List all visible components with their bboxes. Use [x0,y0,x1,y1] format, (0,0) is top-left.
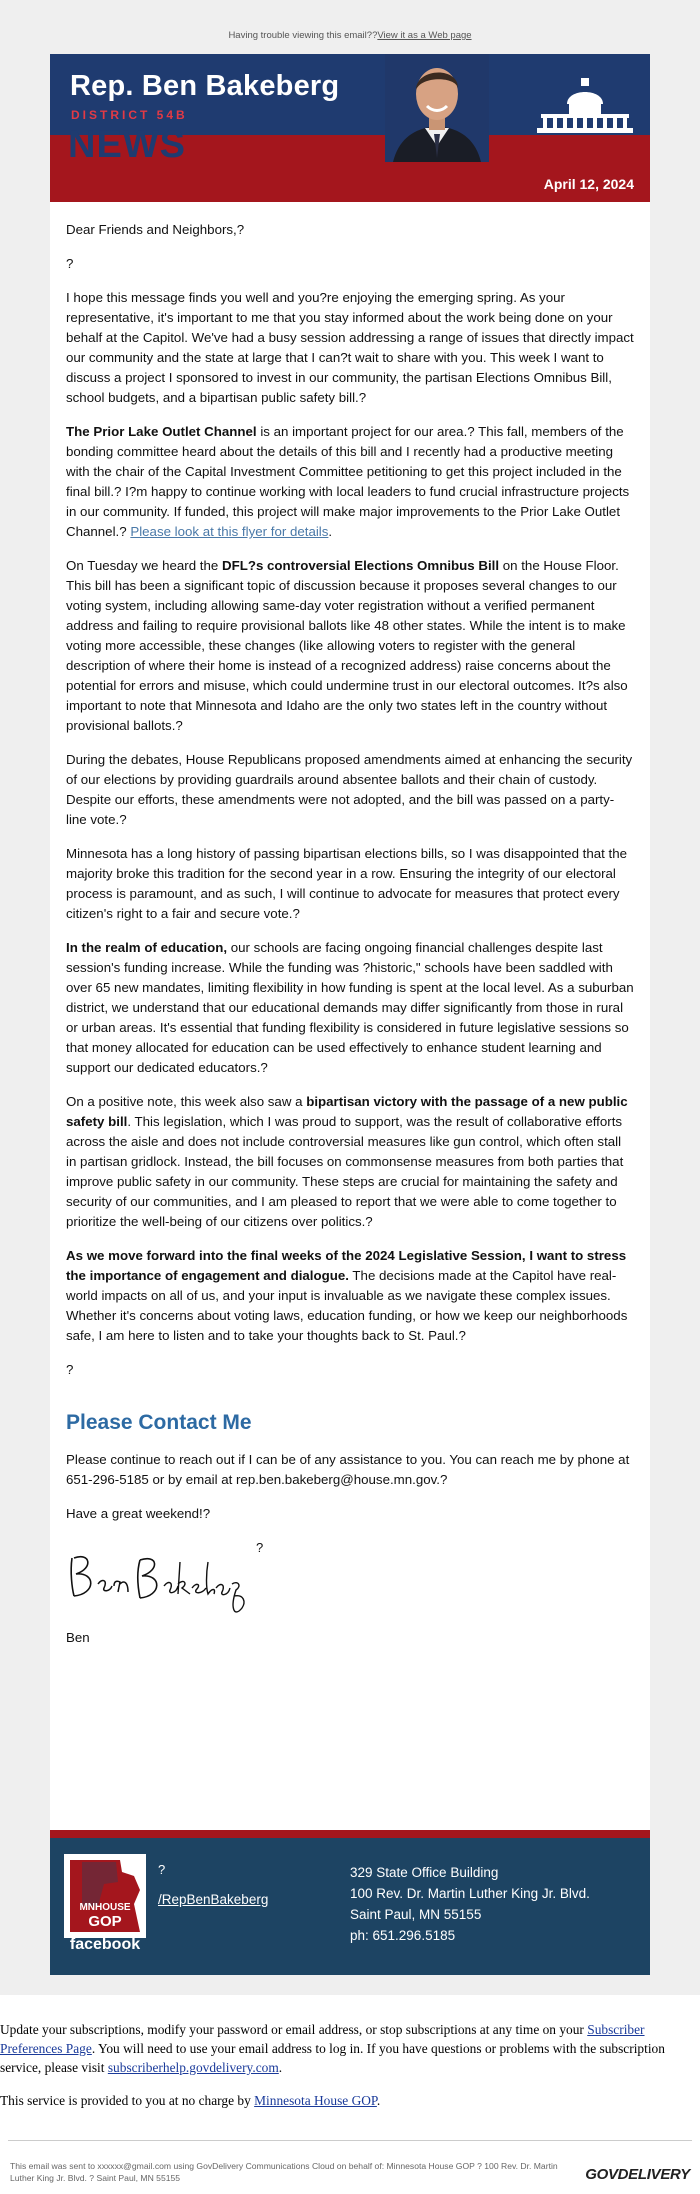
web-page-link[interactable]: View it as a Web page [377,30,472,41]
svg-text:MNHOUSE: MNHOUSE [79,1902,131,1913]
greeting: Dear Friends and Neighbors,? [66,222,245,237]
outlet-channel-paragraph: The Prior Lake Outlet Channel is an important project for our area.? This fall, members of the bonding committee heard about the details of this bill and I recently had a productive meeting with the chair of the Capital Investment Committee petitioning to get this project included in the final bill.? I?m happy to continue working with local leaders to fund crucial infrastructure projects in our community. If funded, this project will make major improvements to the Prior Lake Outlet Channel.? Please look at this flyer for details. [66,424,630,539]
facebook-wordmark[interactable]: facebook [69,1936,141,1953]
service-paragraph: This service is provided to you at no charge by Minnesota House GOP. [0,2093,381,2108]
contact-heading: Please Contact Me [66,1411,252,1434]
subscriber-help-link[interactable]: subscriberhelp.govdelivery.com [107,2060,279,2075]
contact-paragraph: Please continue to reach out if I can be of any assistance to you. You can reach me by phone at 651-296-5185 or by email at rep.ben.bakeberg@house.mn.gov.? [66,1452,630,1487]
subscription-notice [0,2020,700,2124]
public-safety-paragraph: On a positive note, this week also saw a bipartisan victory with the passage of a new public safety bill. This legislation, which I was proud to support, was the result of collaborative efforts across the aisle and does not include controversial measures like gun control, which often stall in partisan gridlock. Instead, the bill focuses on commonsense measures from both parties that improve public safety in our community. These steps are crucial for maintaining the safety and security of our communities, and I am pleased to report that we were able to come together to prioritize the well-being of our citizens over politics.? [66,1094,628,1229]
bipartisan-history-paragraph: Minnesota has a long history of passing bipartisan elections bills, so I was disappointed that the majority broke this tradition for the second year in a row. Ensuring the integrity of our electoral process is paramount, and as such, I will continue to advocate for measures that protect every citizen's right to a fair and secure vote.? [66,846,628,921]
signature [66,1538,286,1620]
district-label: DISTRICT 54B [71,108,188,122]
public-safety-heading: bipartisan victory with the passage of a new public safety bill [66,1094,628,1129]
facebook-handle-link[interactable]: /RepBenBakeberg [158,1892,269,1907]
address-line: 100 Rev. Dr. Martin Luther King Jr. Blvd. [350,1886,590,1901]
preheader [0,30,700,41]
office-address [350,1862,590,1946]
subscription-paragraph: Update your subscriptions, modify your password or email address, or stop subscriptions at any time on your Subscriber Preferences Page. You will need to use your email address to log in. If you have questions or problems with the subscription service, please visit subscriberhelp.govdelivery.com. [0,2022,665,2075]
spacer-mark: ? [66,1362,74,1377]
engagement-paragraph: As we move forward into the final weeks of the 2024 Legislative Session, I want to stress the importance of engagement and dialogue. The decisions made at the Capitol have real-world impacts on all of us, and your input is invaluable as we navigate these complex issues. Whether it's concerns about voting laws, education funding, or how we keep our neighborhoods safe, I am here to listen and to take your thoughts back to St. Paul.? [66,1248,628,1343]
preheader-text: Having trouble viewing this email?? [228,30,378,41]
newsletter-date: April 12, 2024 [543,176,634,192]
sign-off-name: Ben [66,1630,90,1645]
footer-mark: ? [158,1862,166,1877]
signature-mark: ? [256,1540,264,1555]
address-line: 329 State Office Building [350,1865,499,1880]
debates-paragraph: During the debates, House Republicans proposed amendments aimed at enhancing the security of our elections by providing guardrails around absentee ballots and their chain of custody. Despite our efforts, these amendments were not adopted, and the bill was passed on a party-line vote.? [66,752,633,827]
intro-paragraph: I hope this message finds you well and you?re enjoying the emerging spring. As your representative, it's important to me that you stay informed about the work being done on your behalf at the Capitol. We've had a busy session addressing a range of issues that directly impact our community and the state at large that I can?t wait to share with you. This week I want to discuss a project I sponsored to invest in our community, the partisan Elections Omnibus Bill, school budgets, and a bipartisan public safety bill.? [66,290,634,405]
elections-bill-paragraph: On Tuesday we heard the DFL?s controversial Elections Omnibus Bill on the House Floor. This bill has been a significant topic of discussion because it proposes several changes to our voting system, including allowing same-day voter registration without a verified permanent address and failing to require provisional ballots like 48 other states. While the intent is to make voting more accessible, these changes (like allowing voters to register with the general description of where their home is instead of a recognized address) raise concerns about the potential for errors and misuse, which could undermine trust in our electoral outcomes. It?s also important to note that Minnesota and Idaho are the only two states left in the country without provisional ballots.? [66,558,628,733]
news-label: NEWS [68,124,186,166]
rep-name: Rep. Ben Bakeberg [70,70,340,102]
phone-line: ph: 651.296.5185 [350,1928,456,1943]
newsletter-banner [50,54,650,202]
minnesota-house-gop-link[interactable]: Minnesota House GOP [254,2093,377,2108]
sent-to-disclaimer: This email was sent to xxxxxx@gmail.com using GovDelivery Communications Cloud on behalf of: Minnesota House GOP ? 100 Rev. Dr. Martin Luther King Jr. Blvd. ? Saint Paul, MN 55155 [10,2161,558,2183]
engagement-heading: As we move forward into the final weeks of the 2024 Legislative Session, I want to stress the importance of engagement and dialogue. [66,1248,627,1283]
footer-bar [50,1830,650,1975]
education-heading: In the realm of education, [66,940,228,955]
outlet-channel-heading: The Prior Lake Outlet Channel [66,424,257,439]
capitol-building-icon [537,76,633,134]
svg-text:GOP: GOP [88,1913,122,1930]
weekend-line: Have a great weekend!? [66,1506,211,1521]
subscriber-preferences-link[interactable]: Subscriber Preferences Page [0,2022,645,2056]
govdelivery-logo[interactable]: GOVDELIVERY [585,2166,690,2183]
signature-image [66,1538,256,1620]
address-line: Saint Paul, MN 55155 [350,1907,482,1922]
flyer-link[interactable]: Please look at this flyer for details [130,524,329,539]
divider [8,2140,692,2141]
mn-house-gop-logo[interactable] [64,1854,146,1938]
elections-bill-heading: DFL?s controversial Elections Omnibus Bill [221,558,500,573]
spacer-mark: ? [66,256,74,271]
education-paragraph: In the realm of education, our schools are facing ongoing financial challenges despite last session's funding increase. While the funding was ?historic," schools have been saddled with over 65 new mandates, limiting flexibility in how funding is spent at the local level. As a suburban district, we understand that our educational demands may differ significantly from those in rural or urban areas. It's essential that funding flexibility is considered in future legislative sessions so that money allocated for education can be used effectively to enhance student learning and support our dedicated educators.? [66,940,634,1075]
email-container [50,54,650,1975]
email-body [66,220,634,1662]
rep-portrait-photo [385,54,489,162]
